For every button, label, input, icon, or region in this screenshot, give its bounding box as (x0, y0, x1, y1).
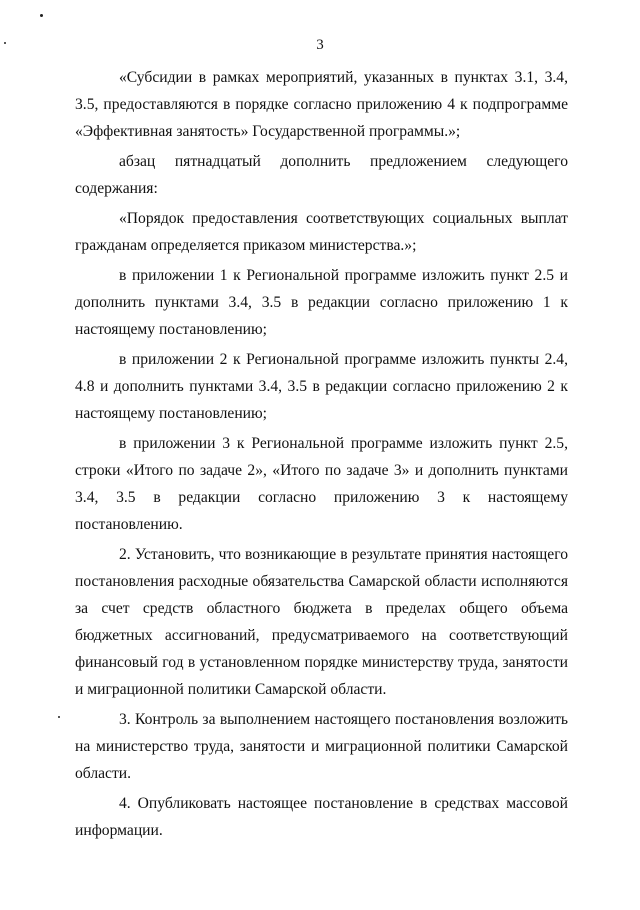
document-body (75, 64, 568, 847)
paragraph-item-4-publish: 4. Опубликовать настоящее постановление в средствах массовой информации. (75, 795, 568, 839)
paragraph-item-3-control: 3. Контроль за выполнением настоящего постановления возложить на министерство труда, занятости и миграционной политики Самарской области. (75, 711, 568, 782)
scan-dot-mark (58, 716, 60, 718)
paragraph-appendix-2: в приложении 2 к Региональной программе изложить пункты 2.4, 4.8 и дополнить пунктами 3.4, 3.5 в редакции согласно приложению 2 к настоящему постановлению; (75, 351, 568, 422)
paragraph-fifteenth-abzac: абзац пятнадцатый дополнить предложением следующего содержания: (75, 153, 568, 197)
paragraph-subsidies: «Субсидии в рамках мероприятий, указанных в пунктах 3.1, 3.4, 3.5, предоставляются в порядке согласно приложению 4 к подпрограмме «Эффективная занятость» Государственной программы.»; (75, 69, 568, 140)
paragraph-item-2-establish: 2. Установить, что возникающие в результате принятия настоящего постановления расходные обязательства Самарской области исполняются за счет средств областного бюджета в пределах общего объема бюджетных ассигнований, предусматриваемого на соответствующий финансовый год в установленном порядке министерству труда, занятости и миграционной политики Самарской области. (75, 546, 568, 698)
paragraph-appendix-3: в приложении 3 к Региональной программе изложить пункт 2.5, строки «Итого по задаче 2», «Итого по задаче 3» и дополнить пунктами 3.4, 3.5 в редакции согласно приложению 3 к настоящему постановлению. (75, 435, 568, 533)
scan-dot-mark (40, 14, 43, 17)
paragraph-payment-order: «Порядок предоставления соответствующих социальных выплат гражданам определяется приказом министерства.»; (75, 210, 568, 254)
paragraph-appendix-1: в приложении 1 к Региональной программе изложить пункт 2.5 и дополнить пунктами 3.4, 3.5 в редакции согласно приложению 1 к настоящему постановлению; (75, 267, 568, 338)
page-number: 3 (316, 37, 324, 53)
